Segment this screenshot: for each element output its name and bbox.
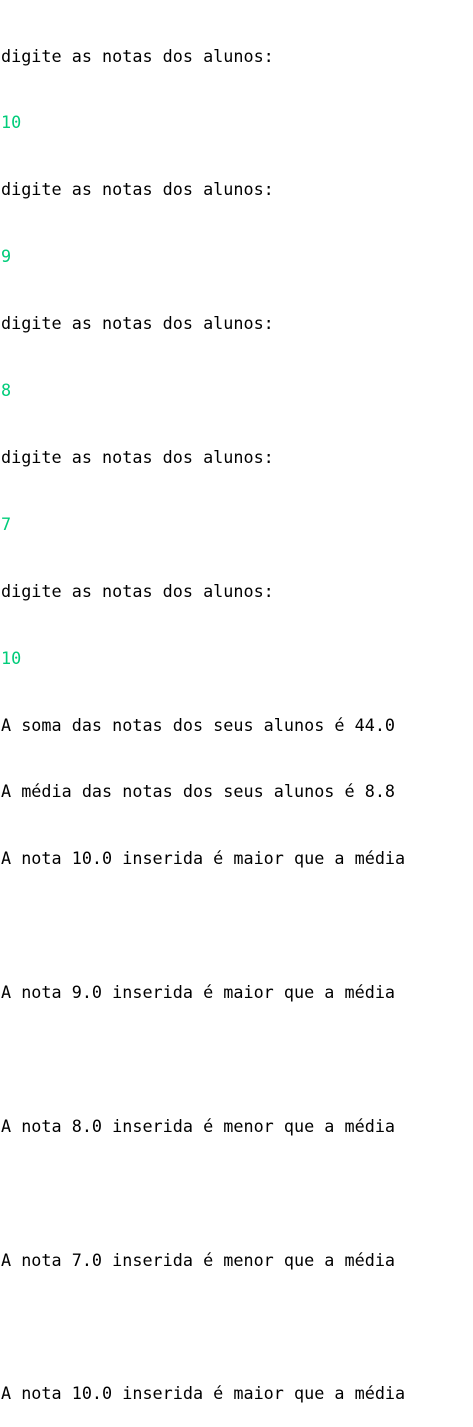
input-line: 9: [1, 246, 12, 267]
result-line: A nota 8.0 inserida é menor que a média: [1, 1115, 396, 1136]
prompt-line: digite as notas dos alunos:: [1, 45, 274, 66]
result-line: A nota 10.0 inserida é maior que a média: [1, 848, 406, 869]
result-line: A nota 7.0 inserida é menor que a média: [1, 1249, 396, 1270]
blank-line: [1, 1048, 471, 1070]
input-line: 10: [1, 647, 22, 668]
console-output: [1, 0, 471, 1427]
input-line: 10: [1, 112, 22, 133]
result-line: A nota 10.0 inserida é maior que a média: [1, 1383, 406, 1404]
blank-line: [1, 1316, 471, 1338]
sum-line: A soma das notas dos seus alunos é 44.0: [1, 714, 396, 735]
input-line: 8: [1, 380, 12, 401]
blank-line: [1, 1182, 471, 1204]
prompt-line: digite as notas dos alunos:: [1, 580, 274, 601]
prompt-line: digite as notas dos alunos:: [1, 446, 274, 467]
blank-line: [1, 914, 471, 936]
result-line: A nota 9.0 inserida é maior que a média: [1, 982, 396, 1003]
average-line: A média das notas dos seus alunos é 8.8: [1, 781, 396, 802]
prompt-line: digite as notas dos alunos:: [1, 179, 274, 200]
prompt-line: digite as notas dos alunos:: [1, 313, 274, 334]
input-line: 7: [1, 513, 12, 534]
